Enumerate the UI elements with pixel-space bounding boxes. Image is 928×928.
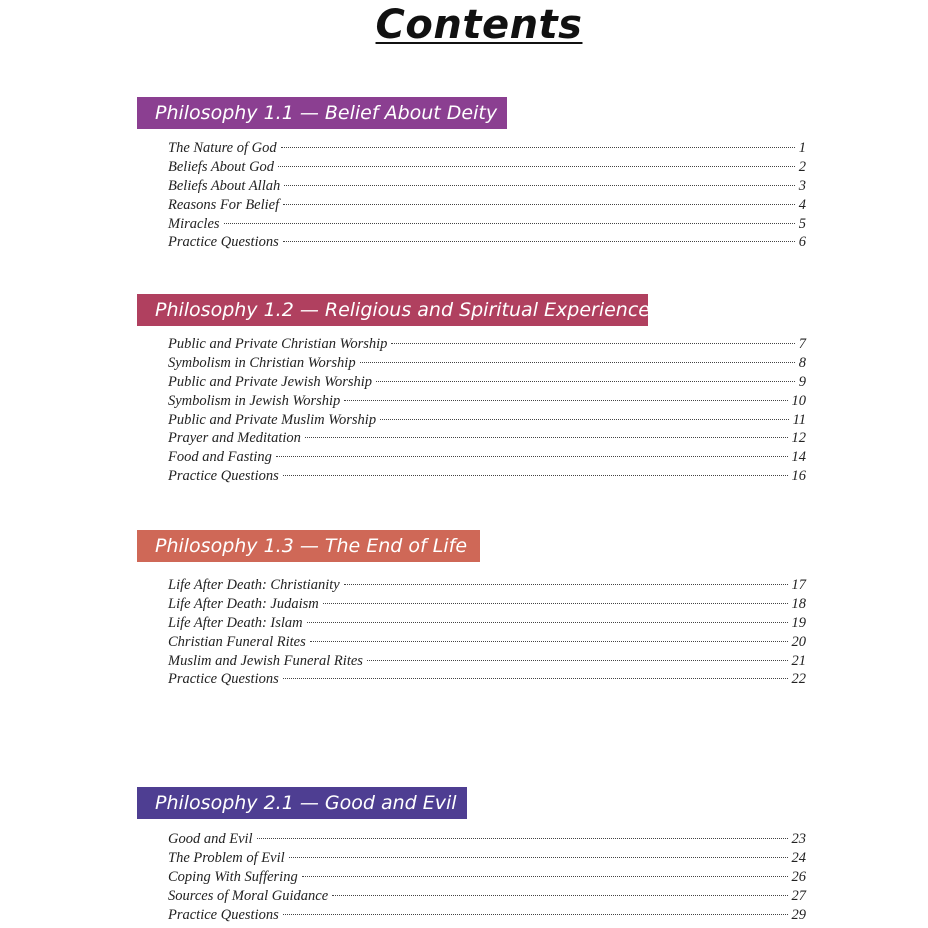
- entry-page: 23: [791, 831, 806, 847]
- entry-label: Public and Private Muslim Worship: [168, 411, 377, 428]
- toc-entry[interactable]: [168, 196, 806, 215]
- section-heading: Philosophy 1.1 — Belief About Deity: [137, 97, 507, 129]
- entry-list: [168, 830, 806, 924]
- dot-leader: [283, 241, 795, 242]
- entry-page: 8: [798, 354, 806, 371]
- entry-label: Food and Fasting: [168, 449, 272, 466]
- dot-leader: [360, 362, 795, 363]
- toc-entry[interactable]: [168, 633, 806, 652]
- section-heading: Philosophy 2.1 — Good and Evil: [137, 787, 467, 819]
- toc-entry[interactable]: [168, 467, 806, 486]
- entry-label: Practice Questions: [168, 468, 279, 485]
- entry-label: The Nature of God: [168, 140, 277, 156]
- toc-entry[interactable]: [168, 868, 806, 887]
- toc-entry[interactable]: [168, 354, 806, 373]
- toc-entry[interactable]: [168, 177, 806, 196]
- dot-leader: [276, 456, 788, 457]
- entry-page: 24: [791, 849, 806, 866]
- dot-leader: [332, 895, 787, 896]
- entry-label: Reasons For Belief: [168, 196, 280, 213]
- toc-entry[interactable]: [168, 614, 806, 633]
- entry-page: 3: [798, 177, 806, 194]
- entry-list: [168, 139, 806, 252]
- toc-entry[interactable]: [168, 335, 806, 354]
- entry-label: Prayer and Meditation: [168, 430, 301, 447]
- entry-label: The Problem of Evil: [168, 849, 285, 866]
- entry-label: Coping With Suffering: [168, 868, 298, 885]
- entry-label: Public and Private Christian Worship: [168, 336, 388, 352]
- dot-leader: [323, 603, 788, 604]
- toc-entry[interactable]: [168, 906, 806, 925]
- entry-label: Public and Private Jewish Worship: [168, 373, 373, 390]
- entry-page: 2: [798, 158, 806, 175]
- dot-leader: [284, 185, 795, 186]
- entry-label: Christian Funeral Rites: [168, 633, 306, 650]
- entry-label: Symbolism in Jewish Worship: [168, 392, 341, 409]
- toc-entry[interactable]: [168, 849, 806, 868]
- dot-leader: [380, 419, 788, 420]
- toc-entry[interactable]: [168, 373, 806, 392]
- entry-list: [168, 576, 806, 689]
- section-heading: Philosophy 1.2 — Religious and Spiritual Experience: [137, 294, 648, 326]
- toc-entry[interactable]: [168, 139, 806, 158]
- entry-page: 6: [798, 234, 806, 251]
- toc-entry[interactable]: [168, 595, 806, 614]
- toc-entry[interactable]: [168, 887, 806, 906]
- entry-label: Practice Questions: [168, 906, 279, 923]
- entry-page: 19: [791, 614, 806, 631]
- dot-leader: [283, 204, 795, 205]
- dot-leader: [307, 622, 788, 623]
- entry-label: Symbolism in Christian Worship: [168, 354, 356, 371]
- toc-entry[interactable]: [168, 429, 806, 448]
- toc-entry[interactable]: [168, 392, 806, 411]
- entry-label: Beliefs About God: [168, 158, 275, 175]
- dot-leader: [344, 584, 788, 585]
- dot-leader: [257, 838, 788, 839]
- entry-label: Good and Evil: [168, 831, 253, 847]
- dot-leader: [283, 914, 788, 915]
- entry-page: 18: [791, 595, 806, 612]
- toc-entry[interactable]: [168, 158, 806, 177]
- entry-page: 9: [798, 373, 806, 390]
- dot-leader: [302, 876, 788, 877]
- dot-leader: [305, 437, 788, 438]
- entry-label: Life After Death: Islam: [168, 614, 303, 631]
- entry-page: 26: [791, 868, 806, 885]
- entry-page: 1: [798, 140, 806, 156]
- entry-page: 17: [791, 577, 806, 593]
- entry-label: Beliefs About Allah: [168, 177, 281, 194]
- entry-page: 12: [791, 430, 806, 447]
- entry-page: 5: [798, 215, 806, 232]
- toc-entry[interactable]: [168, 652, 806, 671]
- entry-page: 10: [791, 392, 806, 409]
- entry-list: [168, 335, 806, 486]
- entry-label: Life After Death: Christianity: [168, 577, 340, 593]
- toc-entry[interactable]: [168, 576, 806, 595]
- entry-page: 29: [791, 906, 806, 923]
- toc-entry[interactable]: [168, 215, 806, 234]
- entry-page: 20: [791, 633, 806, 650]
- entry-label: Sources of Moral Guidance: [168, 887, 329, 904]
- entry-page: 22: [791, 671, 806, 688]
- dot-leader: [283, 678, 788, 679]
- dot-leader: [367, 660, 788, 661]
- toc-entry[interactable]: [168, 830, 806, 849]
- toc-entry[interactable]: [168, 233, 806, 252]
- entry-label: Miracles: [168, 215, 220, 232]
- page-title: [0, 2, 928, 48]
- dot-leader: [344, 400, 787, 401]
- section-heading: Philosophy 1.3 — The End of Life: [137, 530, 480, 562]
- toc-entry[interactable]: [168, 670, 806, 689]
- dot-leader: [281, 147, 795, 148]
- dot-leader: [224, 223, 795, 224]
- dot-leader: [278, 166, 795, 167]
- entry-label: Practice Questions: [168, 671, 279, 688]
- entry-label: Practice Questions: [168, 234, 279, 251]
- entry-page: 7: [798, 336, 806, 352]
- entry-label: Life After Death: Judaism: [168, 595, 319, 612]
- entry-label: Muslim and Jewish Funeral Rites: [168, 652, 363, 669]
- dot-leader: [283, 475, 788, 476]
- dot-leader: [391, 343, 794, 344]
- entry-page: 27: [791, 887, 806, 904]
- toc-entry[interactable]: [168, 411, 806, 430]
- page-title-text: Contents: [375, 2, 583, 48]
- dot-leader: [310, 641, 788, 642]
- entry-page: 14: [791, 449, 806, 466]
- dot-leader: [376, 381, 795, 382]
- entry-page: 4: [798, 196, 806, 213]
- entry-page: 21: [791, 652, 806, 669]
- entry-page: 11: [792, 411, 806, 428]
- entry-page: 16: [791, 468, 806, 485]
- dot-leader: [289, 857, 788, 858]
- toc-entry[interactable]: [168, 448, 806, 467]
